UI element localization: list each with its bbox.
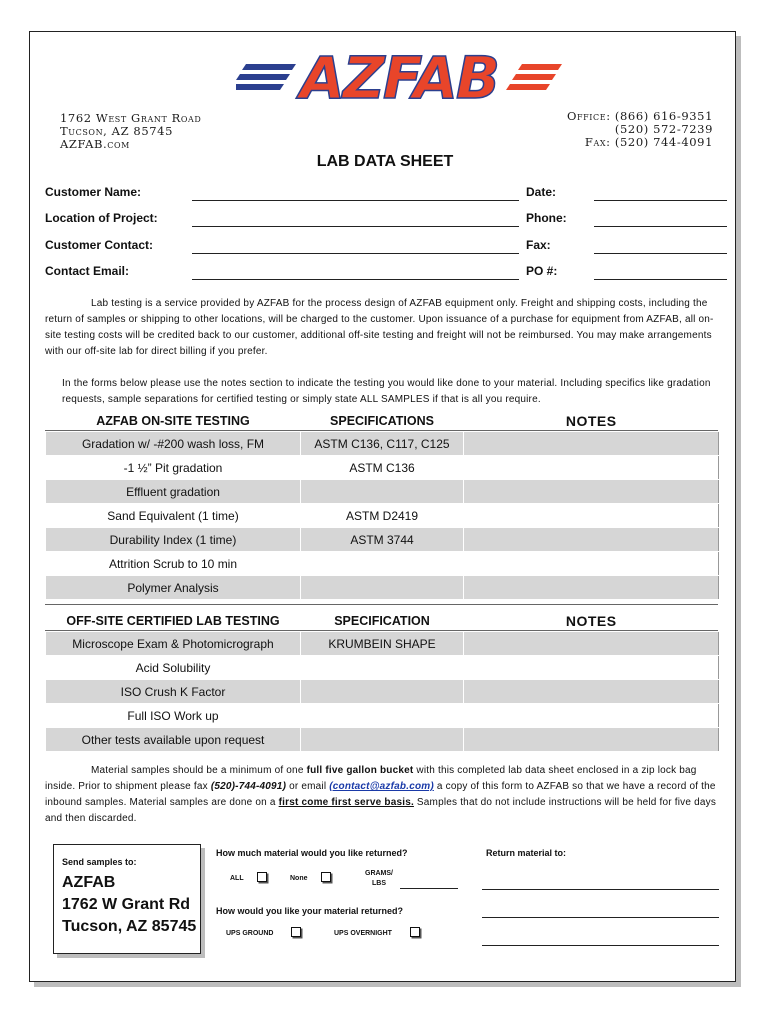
samples-paragraph: Material samples should be a minimum of one full five gallon bucket with this completed lab data sheet enclosed in a zip lock bag inside. Prior to shipment please fax (520)-744-4091) or email (contact@azfab.com) a copy of this form to AZFAB so that we have a record of the inbound samples. Material samples are done on a first come first serve basis. Samples that do not include instructions will be held for five days and then discarded. (45, 765, 717, 824)
azfab-logo (236, 48, 562, 106)
return-amount-question: How much material would you like returned? (216, 848, 408, 858)
offsite-spec (301, 656, 464, 680)
return-address-line[interactable] (482, 889, 719, 890)
ship-address: AZFAB 1762 W Grant Rd Tucson, AZ 85745 (62, 874, 197, 935)
onsite-spec: ASTM C136, C117, C125 (301, 432, 464, 456)
onsite-test: Gradation w/ -#200 wash loss, FM (46, 432, 301, 456)
phone-field[interactable] (594, 226, 727, 227)
table-row (46, 480, 719, 504)
ups-ground-checkbox[interactable] (291, 927, 301, 937)
email-label: Contact Email: (45, 264, 130, 278)
onsite-spec: ASTM 3744 (301, 528, 464, 552)
table-row (46, 704, 719, 728)
logo-speed-lines-right (506, 64, 562, 90)
return-to-label: Return material to: (486, 848, 567, 858)
table-row (46, 728, 719, 752)
table-row (46, 432, 719, 456)
onsite-notes-header: NOTES (464, 411, 719, 432)
offsite-spec: KRUMBEIN SHAPE (301, 632, 464, 656)
onsite-spec (301, 480, 464, 504)
section-divider (45, 604, 718, 605)
grams-lbs-field[interactable] (400, 888, 458, 889)
onsite-notes-cell[interactable] (464, 432, 719, 456)
offsite-header-rule (45, 630, 718, 631)
grams-lbs-label: GRAMS/ LBS (365, 870, 393, 887)
onsite-notes-cell[interactable] (464, 504, 719, 528)
company-address: 1762 West Grant Road Tucson, AZ 85745 AZFAB.com (60, 111, 202, 151)
offsite-notes-cell[interactable] (464, 680, 719, 704)
ups-overnight-checkbox[interactable] (410, 927, 420, 937)
table-row (46, 576, 719, 600)
none-checkbox[interactable] (321, 872, 331, 882)
return-address-line[interactable] (482, 945, 719, 946)
offsite-notes-header: NOTES (464, 611, 719, 632)
offsite-notes-cell[interactable] (464, 728, 719, 752)
onsite-test: -1 ½” Pit gradation (46, 456, 301, 480)
onsite-spec: ASTM C136 (301, 456, 464, 480)
onsite-test: Durability Index (1 time) (46, 528, 301, 552)
instructions-paragraph: In the forms below please use the notes section to indicate the testing you would like done to your material. Including specifics like gradation requests, sample separations for certified testing or simply state ALL SAMPLES if that is all you require. (62, 378, 711, 405)
intro-paragraph: Lab testing is a service provided by AZFAB for the process design of AZFAB equipment only. Freight and shipping costs, including the return of samples or shipping to other locations, will be charged to the customer. Upon issuance of a purchase for equipment from AZFAB, all on-site testing costs will be credited back to our customer, additional off-site testing and freight will not be reimbursed. You may make arrangements with our off-site lab for direct billing if you prefer. (45, 298, 714, 357)
offsite-test: Acid Solubility (46, 656, 301, 680)
onsite-notes-cell[interactable] (464, 456, 719, 480)
onsite-testing-table (45, 410, 719, 600)
return-address-line[interactable] (482, 917, 719, 918)
ups-overnight-label: UPS OVERNIGHT (334, 930, 392, 937)
onsite-test: Sand Equivalent (1 time) (46, 504, 301, 528)
date-field[interactable] (594, 200, 727, 201)
offsite-test: Full ISO Work up (46, 704, 301, 728)
offsite-notes-cell[interactable] (464, 656, 719, 680)
location-label: Location of Project: (45, 211, 158, 225)
logo-speed-lines-left (236, 64, 296, 90)
company-phones: Office: (866) 616-9351 (520) 572-7239 Fax: (520) 744-4091 (566, 109, 713, 149)
table-row (46, 528, 719, 552)
fax-field[interactable] (594, 253, 727, 254)
offsite-spec (301, 704, 464, 728)
offsite-spec (301, 728, 464, 752)
onsite-notes-cell[interactable] (464, 576, 719, 600)
onsite-spec: ASTM D2419 (301, 504, 464, 528)
all-checkbox[interactable] (257, 872, 267, 882)
offsite-test: Microscope Exam & Photomicrograph (46, 632, 301, 656)
customer-name-field[interactable] (192, 200, 519, 201)
contact-label: Customer Contact: (45, 238, 154, 252)
onsite-spec-header: SPECIFICATIONS (301, 411, 464, 432)
offsite-test: ISO Crush K Factor (46, 680, 301, 704)
logo-text: AZFAB (299, 48, 499, 106)
offsite-testing-table (45, 610, 719, 752)
contact-email-link[interactable]: (contact@azfab.com) (329, 781, 434, 792)
table-row (46, 504, 719, 528)
customer-name-label: Customer Name: (45, 185, 142, 199)
offsite-notes-cell[interactable] (464, 632, 719, 656)
onsite-spec (301, 552, 464, 576)
po-field[interactable] (594, 279, 727, 280)
table-row (46, 680, 719, 704)
po-label: PO #: (526, 264, 558, 278)
date-label: Date: (526, 185, 557, 199)
email-field[interactable] (192, 279, 519, 280)
onsite-notes-cell[interactable] (464, 528, 719, 552)
table-row (46, 456, 719, 480)
return-method-question: How would you like your material returned? (216, 906, 404, 916)
onsite-test: Polymer Analysis (46, 576, 301, 600)
ship-to-box (53, 844, 201, 954)
all-label: ALL (230, 875, 244, 882)
page-title: LAB DATA SHEET (316, 153, 454, 170)
onsite-notes-cell[interactable] (464, 480, 719, 504)
onsite-test: Attrition Scrub to 10 min (46, 552, 301, 576)
offsite-test: Other tests available upon request (46, 728, 301, 752)
none-label: None (290, 875, 308, 882)
onsite-notes-cell[interactable] (464, 552, 719, 576)
offsite-test-header: OFF-SITE CERTIFIED LAB TESTING (46, 611, 301, 632)
send-samples-label: Send samples to: (62, 857, 137, 867)
onsite-test: Effluent gradation (46, 480, 301, 504)
contact-field[interactable] (192, 253, 519, 254)
location-field[interactable] (192, 226, 519, 227)
phone-label: Phone: (526, 211, 567, 225)
offsite-spec-header: SPECIFICATION (301, 611, 464, 632)
table-row (46, 552, 719, 576)
onsite-test-header: AZFAB ON-SITE TESTING (46, 411, 301, 432)
table-row (46, 632, 719, 656)
offsite-spec (301, 680, 464, 704)
ups-ground-label: UPS GROUND (226, 930, 274, 937)
table-row (46, 656, 719, 680)
fax-label: Fax: (526, 238, 551, 252)
onsite-header-rule (45, 430, 718, 431)
onsite-spec (301, 576, 464, 600)
offsite-notes-cell[interactable] (464, 704, 719, 728)
